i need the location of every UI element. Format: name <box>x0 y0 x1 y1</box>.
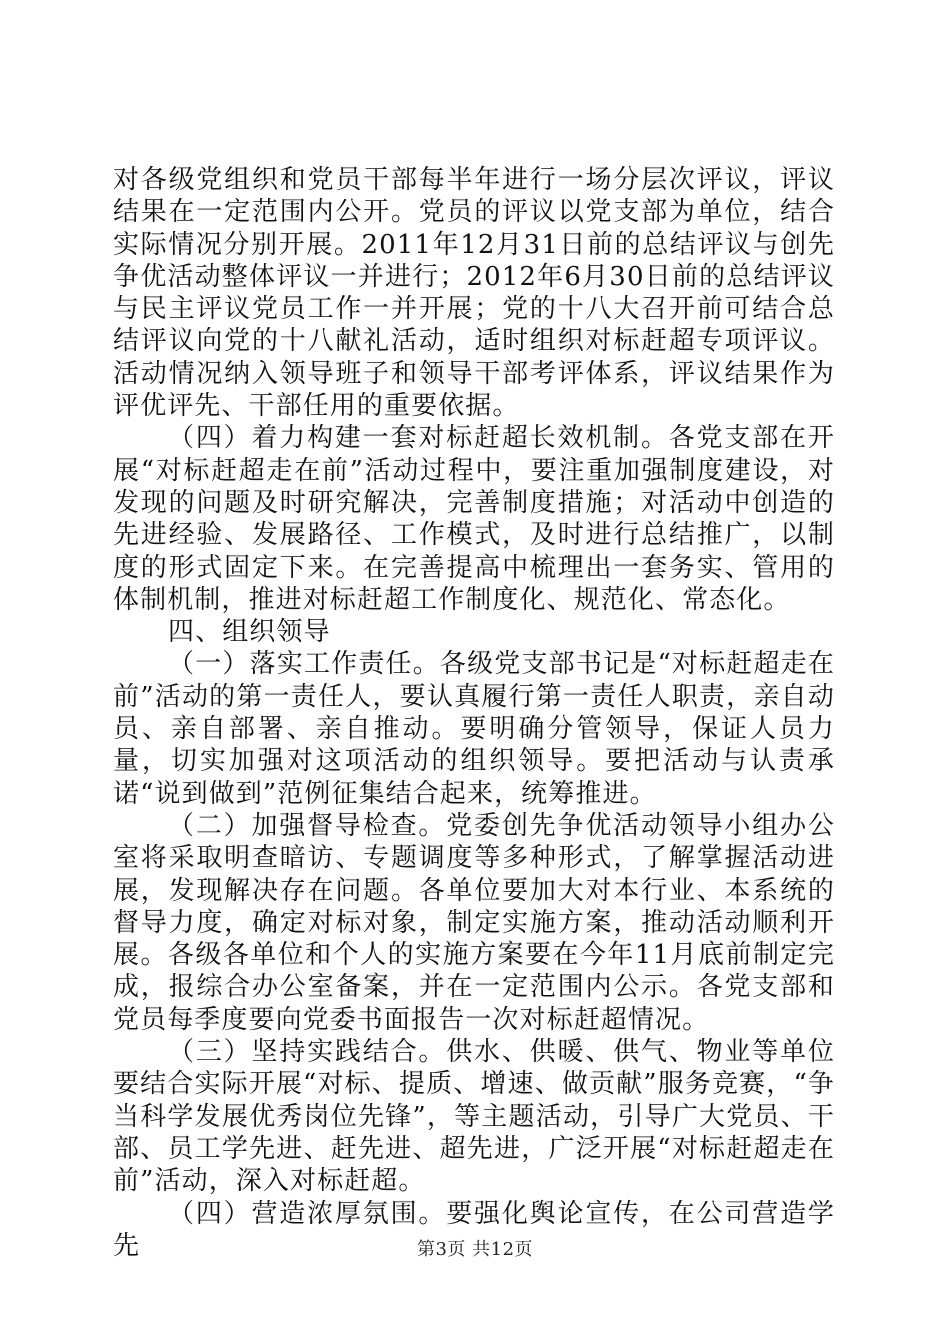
document-body <box>113 164 835 1262</box>
page-number-footer: 第3页 共12页 <box>416 1239 534 1260</box>
paragraph-work-responsibility: （一）落实工作责任。各级党支部书记是“对标赶超走在前”活动的第一责任人，要认真履行第一责任人职责，亲自动员、亲自部署、亲自推动。要明确分管领导，保证人员力量，切实加强对这项活动的组织领导。要把活动与认责承诺“说到做到”范例征集结合起来，统筹推进。 <box>113 649 835 809</box>
section-heading-organization-leadership: 四、组织领导 <box>168 617 331 648</box>
paragraph-atmosphere-building: （四）营造浓厚氛围。要强化舆论宣传，在公司营造学先 <box>113 1198 835 1261</box>
paragraph-supervision-inspection: （二）加强督导检查。党委创先争优活动领导小组办公室将采取明查暗访、专题调度等多种形式，了解掌握活动进展，发现解决存在问题。各单位要加大对本行业、本系统的督导力度，确定对标对象，制定实施方案，推动活动顺利开展。各级各单位和个人的实施方案要在今年11月底前制定完成，报综合办公室备案，并在一定范围内公示。各党支部和党员每季度要向党委书面报告一次对标赶超情况。 <box>113 810 835 1035</box>
paragraph-long-term-mechanism: （四）着力构建一套对标赶超长效机制。各党支部在开展“对标赶超走在前”活动过程中，要注重加强制度建设，对发现的问题及时研究解决，完善制度措施；对活动中创造的先进经验、发展路径、工作模式，及时进行总结推广，以制度的形式固定下来。在完善提高中梳理出一套务实、管用的体制机制，推进对标赶超工作制度化、规范化、常态化。 <box>113 423 835 615</box>
paragraph-practice-combination: （三）坚持实践结合。供水、供暖、供气、物业等单位要结合实际开展“对标、提质、增速、做贡献”服务竞赛，“争当科学发展优秀岗位先锋”，等主题活动，引导广大党员、干部、员工学先进、赶先进、超先进，广泛开展“对标赶超走在前”活动，深入对标赶超。 <box>113 1037 835 1197</box>
paragraph-evaluation-continued: 对各级党组织和党员干部每半年进行一场分层次评议，评议结果在一定范围内公开。党员的评议以党支部为单位，结合实际情况分别开展。2011年12月31日前的总结评议与创先争优活动整体评议一并进行；2012年6月30日前的总结评议与民主评议党员工作一并开展；党的十八大召开前可结合总结评议向党的十八献礼活动，适时组织对标赶超专项评议。活动情况纳入领导班子和领导干部考评体系，评议结果作为评优评先、干部任用的重要依据。 <box>113 165 835 422</box>
